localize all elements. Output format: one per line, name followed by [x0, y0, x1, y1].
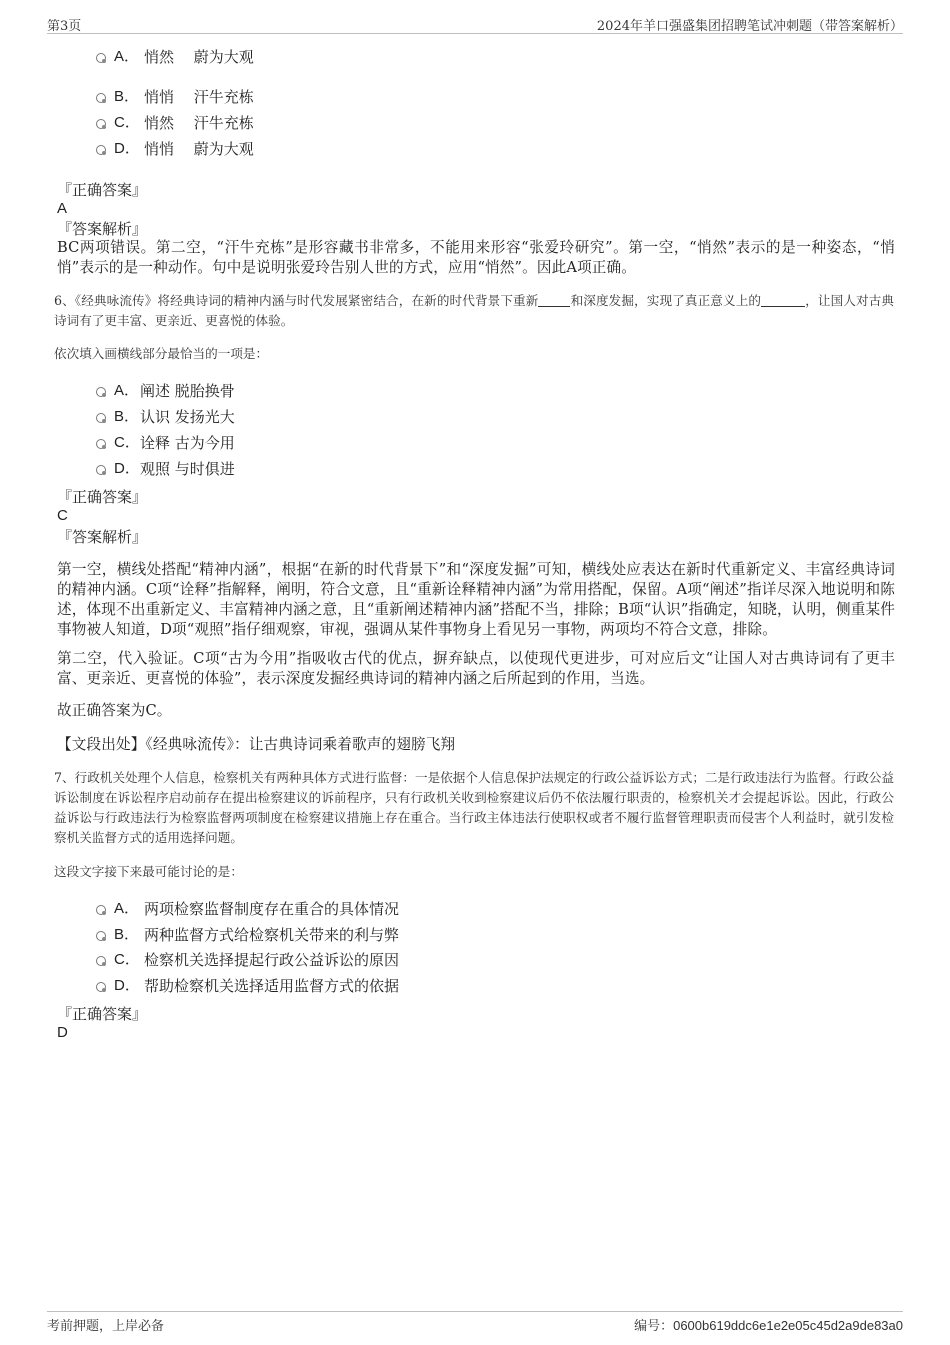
q6-prompt: 依次填入画横线部分最恰当的一项是：: [54, 346, 269, 361]
document-code: [634, 1315, 903, 1334]
q6-analysis-p3: 故正确答案为C。: [57, 702, 172, 719]
option-letter: D．: [114, 460, 140, 477]
option-text: 两项检察监督制度存在重合的具体情况: [144, 900, 400, 918]
document-title: 2024年羊口强盛集团招聘笔试冲刺题（带答案解析）: [596, 19, 903, 34]
q5-answer-label: 『正确答案』: [57, 181, 148, 199]
option-letter: A．: [114, 48, 140, 65]
radio-icon[interactable]: [96, 465, 106, 475]
page-footer: [47, 1311, 903, 1335]
radio-icon[interactable]: [96, 439, 106, 449]
option-letter: D．: [114, 140, 140, 157]
radio-icon[interactable]: [96, 905, 106, 915]
option-letter: C．: [114, 434, 140, 451]
radio-icon[interactable]: [96, 387, 106, 397]
option-letter: A．: [114, 900, 140, 917]
q7-prompt: 这段文字接下来最可能讨论的是：: [54, 864, 243, 879]
q7-answer-label: 『正确答案』: [57, 1005, 148, 1023]
option-letter: B．: [114, 408, 140, 425]
option-letter: D．: [114, 977, 140, 994]
radio-icon[interactable]: [96, 956, 106, 966]
radio-icon[interactable]: [96, 931, 106, 941]
option-letter: B．: [114, 926, 140, 943]
option-text: 观照 与时俱进: [140, 460, 235, 478]
radio-icon[interactable]: [96, 982, 106, 992]
q6-source: 【文段出处】《经典咏流传》：让古典诗词乘着歌声的翅膀飞翔: [57, 736, 456, 753]
option-letter: A．: [114, 382, 140, 399]
q7-answer: D: [57, 1024, 68, 1041]
option-letter: C．: [114, 114, 140, 131]
radio-icon[interactable]: [96, 53, 106, 63]
option-text: 悄悄 蔚为大观: [144, 140, 254, 158]
option-text: 诠释 古为今用: [140, 434, 235, 452]
q5-analysis-label: 『答案解析』: [57, 220, 148, 238]
radio-icon[interactable]: [96, 145, 106, 155]
q6-stem-part3: ，让国人对古典诗词有了更丰富、更亲近、更喜悦的体验。: [54, 293, 895, 328]
option-text: 帮助检察机关选择适用监督方式的依据: [144, 977, 400, 995]
option-letter: C．: [114, 951, 140, 968]
q6-stem-part1: 6、《经典咏流传》将经典诗词的精神内涵与时代发展紧密结合，在新的时代背景下重新: [54, 293, 539, 308]
q6-stem: [54, 291, 894, 331]
radio-icon[interactable]: [96, 119, 106, 129]
option-letter: B．: [114, 88, 140, 105]
blank-2[interactable]: [761, 293, 805, 307]
code-value: 0600b619ddc6e1e2e05c45d2a9de83a0: [673, 1318, 903, 1333]
q5-analysis: BC两项错误。第二空，“汗牛充栋”是形容藏书非常多，不能用来形容“张爱玲研究”。第一空，“悄然”表示的是一种姿态，“悄悄”表示的是一种动作。句中是说明张爱玲告别人世的方式，应用“悄然”。因此A项正确。: [57, 239, 895, 276]
q7-stem: 7、行政机关处理个人信息，检察机关有两种具体方式进行监督：一是依据个人信息保护法规定的行政公益诉讼方式；二是行政违法行为监督。行政公益诉讼制度在诉讼程序启动前存在提出检察建议的诉前程序，只有行政机关收到检察建议后仍不依法履行职责的，检察机关才会提起诉讼。因此，行政公益诉讼与行政违法行为检察监督两项制度在检察建议措施上存在重合。当行政主体违法行使职权或者不履行监督管理职责而侵害个人利益时，就引发检察机关监督方式的适用选择问题。: [54, 770, 894, 845]
q6-answer: C: [57, 507, 68, 524]
option-text: 悄悄 汗牛充栋: [144, 88, 254, 106]
blank-1[interactable]: [538, 293, 570, 307]
code-label: 编号：: [634, 1319, 674, 1334]
q6-answer-label: 『正确答案』: [57, 488, 148, 506]
radio-icon[interactable]: [96, 93, 106, 103]
option-text: 悄然 汗牛充栋: [144, 114, 254, 132]
q6-analysis-label: 『答案解析』: [57, 528, 148, 546]
option-text: 检察机关选择提起行政公益诉讼的原因: [144, 951, 400, 969]
option-text: 两种监督方式给检察机关带来的利与弊: [144, 926, 400, 944]
option-text: 阐述 脱胎换骨: [140, 382, 235, 400]
q6-analysis-p2: 第二空，代入验证。C项“古为今用”指吸收古代的优点，摒弃缺点，以使现代更进步，可对应后文“让国人对古典诗词有了更丰富、更亲近、更喜悦的体验”，表示深度发掘经典诗词的精神内涵之后所起到的作用，当选。: [57, 650, 895, 687]
option-text: 悄然 蔚为大观: [144, 48, 254, 66]
q6-analysis-p1: 第一空，横线处搭配“精神内涵”，根据“在新的时代背景下”和“深度发掘”可知，横线处应表达在新时代重新定义、丰富经典诗词的精神内涵。C项“诠释”指解释，阐明，符合文意，且“重新诠释精神内涵”为常用搭配，保留。A项“阐述”指详尽深入地说明和陈述，体现不出重新定义、丰富精神内涵之意，且“重新阐述精神内涵”搭配不当，排除；B项“认识”指确定，知晓，认明，侧重某件事物被人知道，D项“观照”指仔细观察，审视，强调从某件事物身上看见另一事物，两项均不符合文意，排除。: [57, 561, 895, 638]
q5-answer: A: [57, 200, 68, 217]
page-number: 第3页: [47, 19, 82, 34]
page-header: [47, 14, 903, 34]
footer-slogan: 考前押题，上岸必备: [47, 1319, 165, 1334]
q6-stem-part2: 和深度发掘，实现了真正意义上的: [570, 293, 762, 308]
option-text: 认识 发扬光大: [140, 408, 235, 426]
radio-icon[interactable]: [96, 413, 106, 423]
